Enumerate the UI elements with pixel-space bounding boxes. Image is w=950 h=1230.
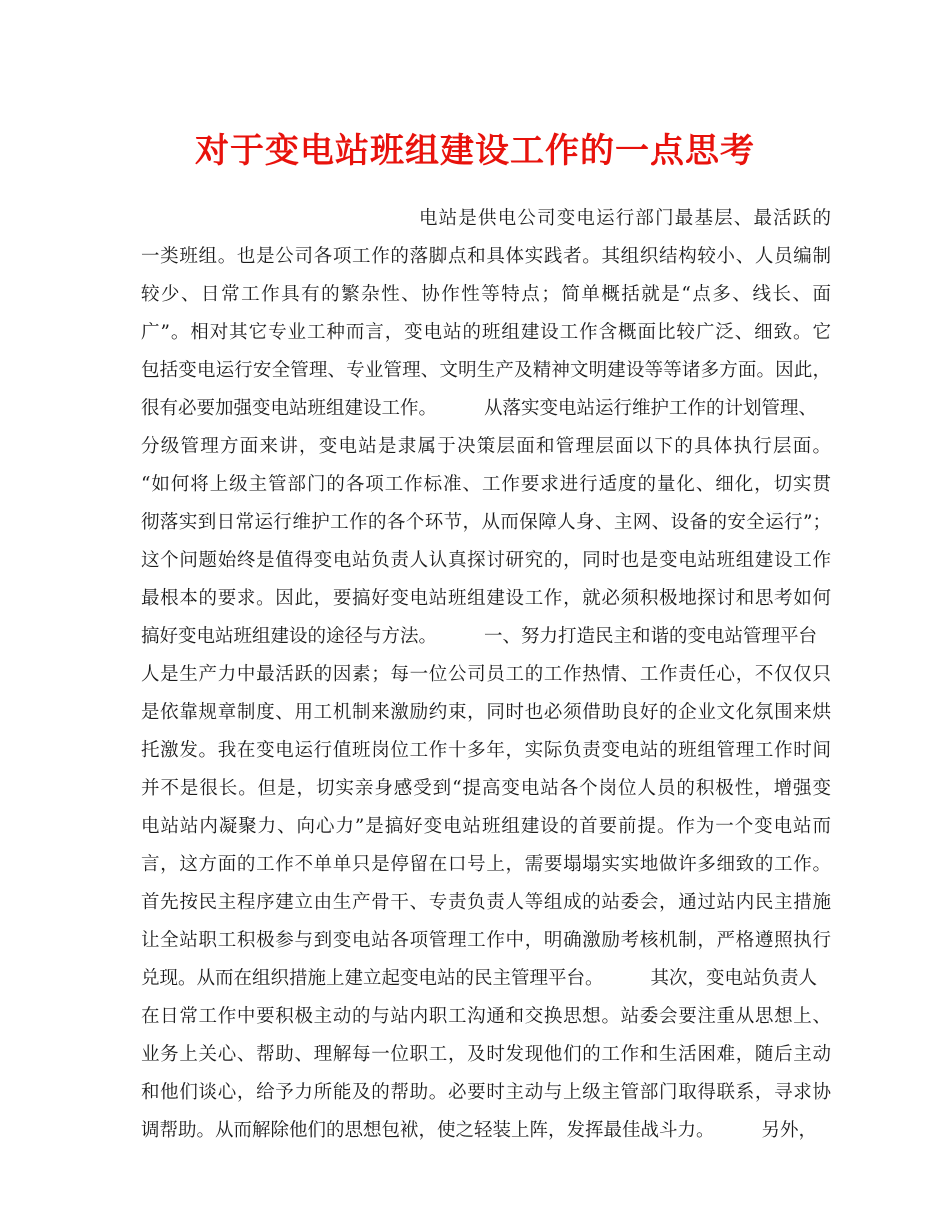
body-line: 和他们谈心，给予力所能及的帮助。必要时主动与上级主管部门取得联系，寻求协 [141, 1082, 831, 1103]
body-line: 在日常工作中要积极主动的与站内职工沟通和交换思想。站委会要注重从思想上、 [141, 1006, 831, 1027]
body-line: 让全站职工积极参与到变电站各项管理工作中，明确激励考核机制，严格遵照执行 [141, 930, 831, 951]
body-line: 分级管理方面来讲，变电站是隶属于决策层面和管理层面以下的具体执行层面。 [141, 436, 831, 457]
body-line: “如何将上级主管部门的各项工作标准、工作要求进行适度的量化、细化，切实贯 [141, 474, 831, 495]
body-line: 彻落实到日常运行维护工作的各个环节，从而保障人身、主网、设备的安全运行”； [141, 512, 831, 533]
body-line: 并不是很长。但是，切实亲身感受到“提高变电站各个岗位人员的积极性，增强变 [141, 778, 831, 799]
body-line: 兑现。从而在组织措施上建立起变电站的民主管理平台。 其次，变电站负责人 [141, 968, 818, 989]
body-line: 托激发。我在变电运行值班岗位工作十多年，实际负责变电站的班组管理工作时间 [141, 740, 831, 761]
body-line: 广”。相对其它专业工种而言，变电站的班组建设工作含概面比较广泛、细致。它 [141, 322, 831, 343]
body-line: 调帮助。从而解除他们的思想包袱，使之轻装上阵，发挥最佳战斗力。 另外， [141, 1120, 818, 1141]
body-line: 一类班组。也是公司各项工作的落脚点和具体实践者。其组织结构较小、人员编制 [141, 246, 831, 267]
body-line: 包括变电运行安全管理、专业管理、文明生产及精神文明建设等等诸多方面。因此， [141, 360, 831, 381]
body-line: 很有必要加强变电站班组建设工作。 从落实变电站运行维护工作的计划管理、 [141, 398, 818, 419]
body-line: 人是生产力中最活跃的因素；每一位公司员工的工作热情、工作责任心，不仅仅只 [141, 664, 831, 685]
body-line: 搞好变电站班组建设的途径与方法。 一、努力打造民主和谐的变电站管理平台 [141, 626, 818, 647]
body-line: 这个问题始终是值得变电站负责人认真探讨研究的，同时也是变电站班组建设工作 [141, 550, 831, 571]
document-title: 对于变电站班组建设工作的一点思考 [195, 131, 755, 171]
body-line: 较少、日常工作具有的繁杂性、协作性等特点；简单概括就是“点多、线长、面 [141, 284, 831, 305]
body-line: 电站站内凝聚力、向心力”是搞好变电站班组建设的首要前提。作为一个变电站而 [141, 816, 831, 837]
body-line: 是依靠规章制度、用工机制来激励约束，同时也必须借助良好的企业文化氛围来烘 [141, 702, 831, 723]
body-line: 言，这方面的工作不单单只是停留在口号上，需要塌塌实实地做许多细致的工作。 [141, 854, 831, 875]
body-line: 业务上关心、帮助、理解每一位职工，及时发现他们的工作和生活困难，随后主动 [141, 1044, 831, 1065]
body-line: 首先按民主程序建立由生产骨干、专责负责人等组成的站委会，通过站内民主措施 [141, 892, 831, 913]
body-line: 电站是供电公司变电运行部门最基层、最活跃的 [419, 208, 831, 229]
body-line: 最根本的要求。因此，要搞好变电站班组建设工作，就必须积极地探讨和思考如何 [141, 588, 831, 609]
